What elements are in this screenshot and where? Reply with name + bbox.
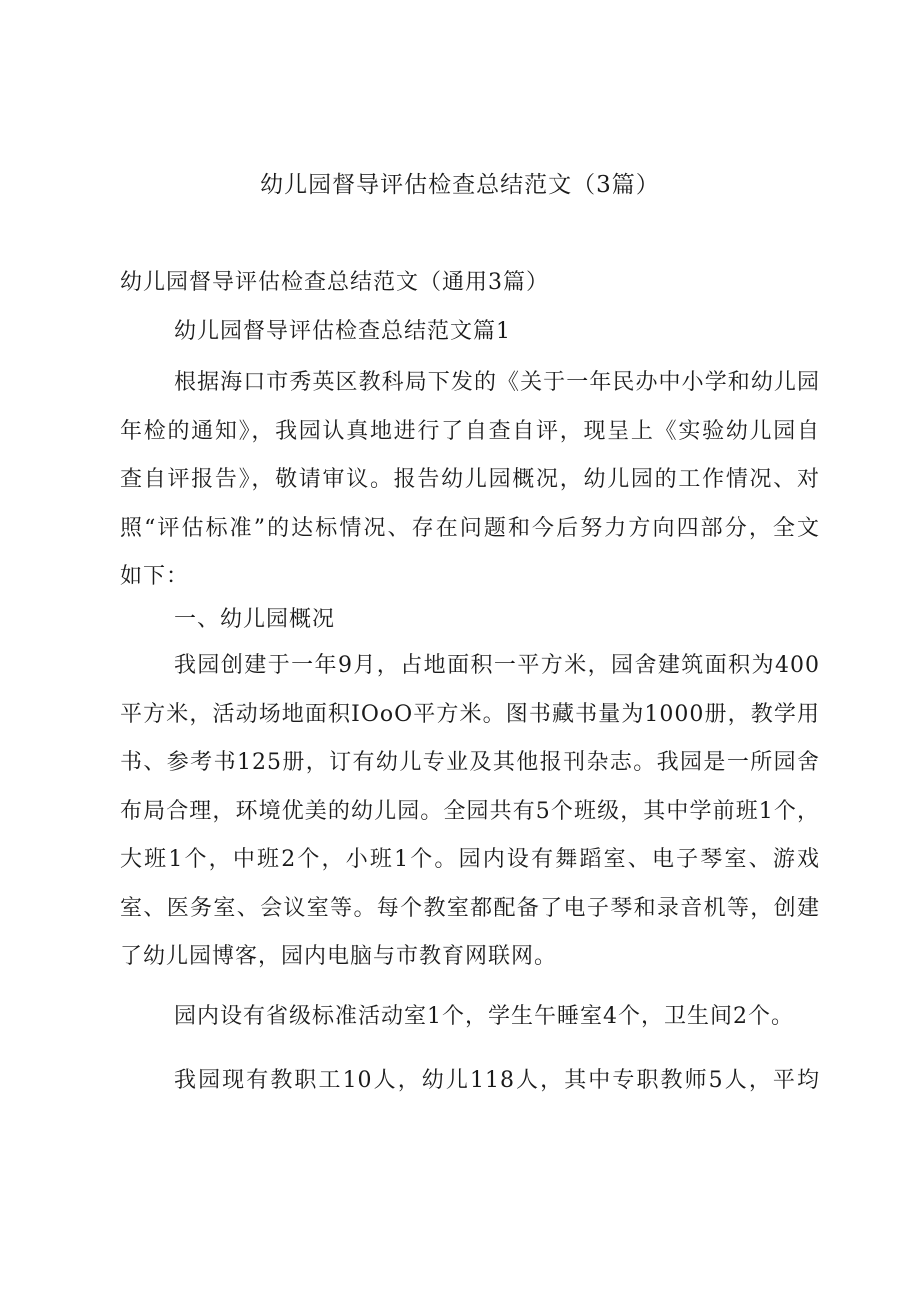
paragraph-line: 照“评估标准”的达标情况、存在问题和今后努力方向四部分，全文 — [120, 515, 820, 541]
paragraph-staff — [120, 1057, 820, 1106]
paragraph-line: 了幼儿园博客，园内电脑与市教育网联网。 — [120, 944, 558, 969]
paragraph-facilities — [120, 993, 820, 1042]
paragraph-line: 年检的通知》，我园认真地进行了自查自评，现呈上《实验幼儿园自 — [120, 418, 820, 444]
paragraph-line: 我园创建于一年9月，占地面积一平方米，园舍建筑面积为400 — [174, 653, 820, 678]
paragraph-line: 室、医务室、会议室等。每个教室都配备了电子琴和录音机等，创建 — [120, 895, 820, 921]
document-subtitle: 幼儿园督导评估检查总结范文（通用3篇） — [120, 270, 549, 295]
paragraph-line: 根据海口市秀英区教科局下发的《关于一年民办中小学和幼儿园 — [174, 370, 820, 395]
paragraph-line: 查自评报告》，敬请审议。报告幼儿园概况，幼儿园的工作情况、对 — [120, 467, 820, 492]
heading-overview: 一、幼儿园概况 — [174, 607, 336, 632]
paragraph-line: 平方米，活动场地面积IOoO平方米。图书藏书量为1000册，教学用 — [120, 701, 820, 727]
document-title: 幼儿园督导评估检查总结范文（3篇） — [260, 172, 660, 198]
section-heading: 幼儿园督导评估检查总结范文篇1 — [174, 319, 511, 344]
paragraph-line: 布局合理，环境优美的幼儿园。全园共有5个班级，其中学前班1个， — [120, 798, 820, 824]
paragraph-line: 园内设有省级标准活动室1个，学生午睡室4个，卫生间2个。 — [174, 1004, 794, 1029]
paragraph-line: 书、参考书125册，订有幼儿专业及其他报刊杂志。我园是一所园舍 — [120, 750, 820, 775]
paragraph-line: 如下： — [120, 564, 190, 589]
paragraph-line: 大班1个，中班2个，小班1个。园内设有舞蹈室、电子琴室、游戏 — [120, 847, 820, 872]
paragraph-overview — [120, 642, 820, 982]
paragraph-intro — [120, 359, 820, 602]
paragraph-line: 我园现有教职工10人，幼儿118人，其中专职教师5人，平均 — [174, 1068, 820, 1093]
